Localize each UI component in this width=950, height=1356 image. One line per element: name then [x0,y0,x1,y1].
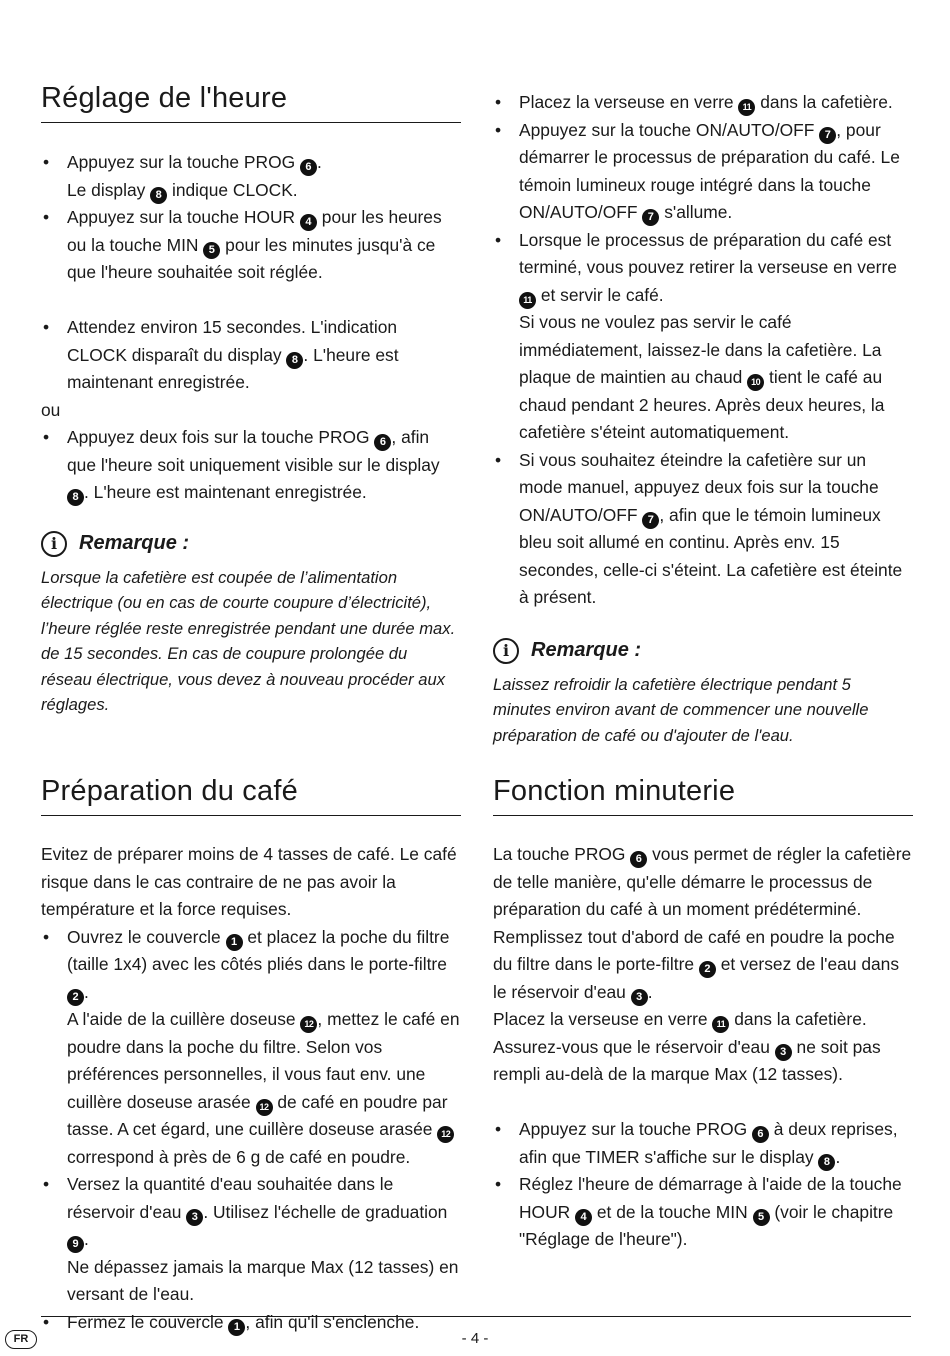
info-icon: i [493,638,519,664]
ref-number-badge: 4 [300,214,317,231]
ref-number-badge: 6 [630,851,647,868]
or-text: ou [41,399,61,420]
section-title: Réglage de l'heure [41,82,461,123]
ref-number-badge: 1 [228,1319,245,1336]
note-text: Laissez refroidir la cafetière électrique pendant 5 minutes environ avant de commencer une nouvelle préparation de café ou d'ajouter de l'eau. [493,674,869,745]
ref-number-badge: 7 [819,127,836,144]
list-item: • Attendez environ 15 secondes. L'indication CLOCK disparaît du display 8 . L'heure est maintenant enregistrée. [41,314,461,397]
section-time-setting [41,82,461,718]
list-item: • Fermez le couvercle 1 , afin qu'il s'enclenche. [41,1309,461,1337]
ref-number-badge: 6 [374,434,391,451]
ref-number-badge: 3 [186,1209,203,1226]
ref-number-badge: 1 [226,934,243,951]
ref-number-badge: 7 [642,209,659,226]
info-icon: i [41,531,67,557]
ref-number-badge: 12 [437,1126,454,1143]
list-item: • Appuyez sur la touche HOUR 4 pour les heures ou la touche MIN 5 pour les minutes jusqu'à ce que l'heure souhaitée soit réglée. [41,204,461,287]
ref-number-badge: 12 [256,1099,273,1116]
note-title: Remarque : [79,532,190,554]
note-text: Lorsque la cafetière est coupée de l’alimentation électrique (ou en cas de courte coupure d’électricité), l’heure réglée reste enregistrée pendant une durée max. de 15 secondes. En cas de coupure prolongée du réseau électrique, vous devez à nouveau procéder aux réglages. [41,567,456,714]
paragraph: Placez la verseuse en verre 11 dans la cafetière. [493,1006,913,1034]
page-number: - 4 - [461,1330,489,1347]
list-item: • Appuyez deux fois sur la touche PROG 6 , afin que l'heure soit uniquement visible sur le display 8 . L'heure est maintenant enregistrée. [41,424,461,507]
section-timer-function [493,775,913,1254]
ref-number-badge: 5 [203,242,220,259]
language-badge: FR [5,1330,37,1349]
list-item: • Versez la quantité d'eau souhaitée dans le réservoir d'eau 3 . Utilisez l'échelle de graduation 9 . Ne dépassez jamais la marque Max (12 tasses) en versant de l'eau. [41,1171,461,1309]
ref-number-badge: 11 [738,99,755,116]
ref-number-badge: 8 [818,1154,835,1171]
ref-number-badge: 7 [642,512,659,529]
ref-number-badge: 9 [67,1236,84,1253]
ref-number-badge: 3 [775,1044,792,1061]
section-title: Fonction minuterie [493,775,913,816]
list-item: • Appuyez sur la touche ON/AUTO/OFF 7 , pour démarrer le processus de préparation du café. Le témoin lumineux rouge intégré dans la touche ON/AUTO/OFF 7 s'allume. [493,117,913,227]
ref-number-badge: 8 [150,187,167,204]
footer-divider [41,1316,911,1317]
section-body [41,149,461,507]
ref-number-badge: 3 [631,989,648,1006]
list-item: • Lorsque le processus de préparation du café est terminé, vous pouvez retirer la verseuse en verre 11 et servir le café. Si vous ne voulez pas servir le café immédiatement, laissez-le dans la cafetière. La plaque de maintien au chaud 10 tient le café au chaud pendant 2 heures. Après deux heures, la cafetière s'éteint automatiquement. [493,227,913,447]
ref-number-badge: 11 [712,1016,729,1033]
ref-number-badge: 11 [519,292,536,309]
intro-text: Evitez de préparer moins de 4 tasses de café. Le café risque dans le cas contraire de ne pas avoir la température et la force requises. [41,844,457,919]
list-item: • Ouvrez le couvercle 1 et placez la poche du filtre (taille 1x4) avec les côtés pliés dans le porte-filtre 2 . A l'aide de la cuillère doseuse 12 , mettez le café en poudre dans la poche du filtre. Selon vos préférences personnelles, il vous faut env. une cuillère doseuse arasée 12 de café en poudre par tasse. A cet égard, une cuillère doseuse arasée 12 correspond à près de 6 g de café en poudre. [41,924,461,1172]
list-item: • Appuyez sur la touche PROG 6 à deux reprises, afin que TIMER s'affiche sur le display 8 . [493,1116,913,1171]
ref-number-badge: 2 [67,989,84,1006]
ref-number-badge: 8 [67,489,84,506]
ref-number-badge: 2 [699,961,716,978]
list-item: • Placez la verseuse en verre 11 dans la cafetière. [493,89,913,117]
ref-number-badge: 6 [300,159,317,176]
ref-number-badge: 8 [286,352,303,369]
list-item: • Réglez l'heure de démarrage à l'aide de la touche HOUR 4 et de la touche MIN 5 (voir le chapitre "Réglage de l'heure"). [493,1171,913,1254]
ref-number-badge: 6 [752,1126,769,1143]
section-title: Préparation du café [41,775,461,816]
note-box [41,531,461,718]
paragraph: Assurez-vous que le réservoir d'eau 3 ne soit pas rempli au-delà de la marque Max (12 tasses). [493,1036,881,1084]
ref-number-badge: 4 [575,1209,592,1226]
note-box [493,638,913,749]
note-title: Remarque : [531,639,642,661]
section-brewing-continued [493,89,913,748]
list-item: • Si vous souhaitez éteindre la cafetière sur un mode manuel, appuyez deux fois sur la touche ON/AUTO/OFF 7 , afin que le témoin lumineux bleu soit allumé en continu. Après env. 15 secondes, celle-ci s'éteint. La cafetière est éteinte à présent. [493,447,913,612]
ref-number-badge: 10 [747,374,764,391]
section-coffee-preparation [41,775,461,1336]
list-item: • Appuyez sur la touche PROG 6 . Le display 8 indique CLOCK. [41,149,461,204]
paragraph: La touche PROG 6 vous permet de régler la cafetière de telle manière, qu'elle démarre le processus de préparation du café à un moment prédéterminé. Remplissez tout d'abord de café en poudre la poche du filtre dans le porte-filtre 2 et versez de l'eau dans le réservoir d'eau 3 . [493,841,913,1006]
ref-number-badge: 12 [300,1016,317,1033]
ref-number-badge: 5 [753,1209,770,1226]
